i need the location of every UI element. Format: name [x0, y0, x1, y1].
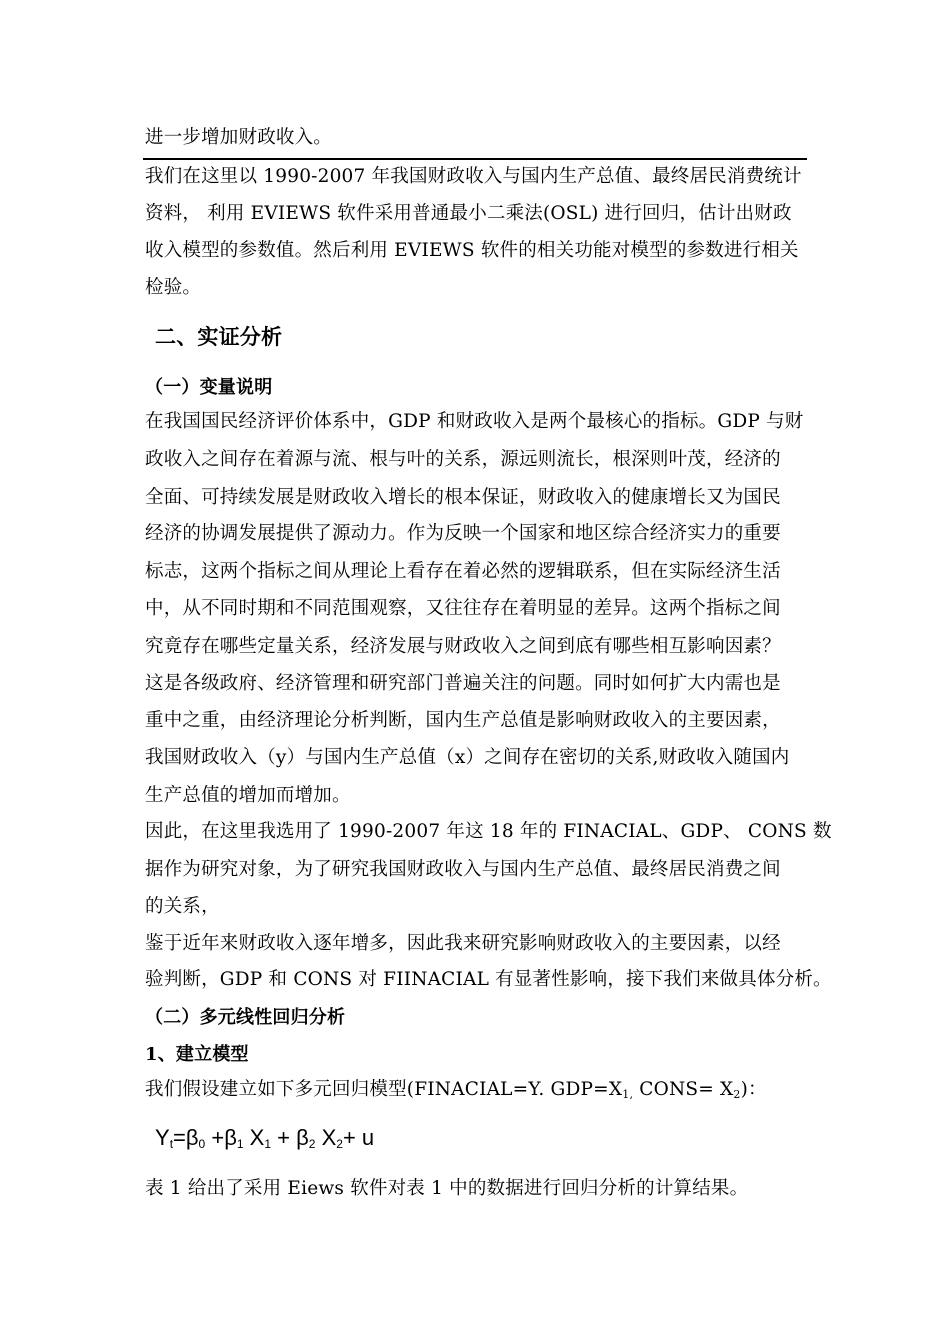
text-line: 进一步增加财政收入。 — [145, 127, 333, 148]
text-line: 鉴于近年来财政收入逐年增多，因此我来研究影响财政收入的主要因素，以经 — [145, 933, 781, 954]
section-heading: 二、实证分析 — [155, 324, 283, 349]
text-line: 因此，在这里我选用了 1990-2007 年这 18 年的 FINACIAL、GDP、 CONS 数 — [145, 821, 832, 842]
item-heading: 1、建立模型 — [145, 1044, 249, 1065]
text-line: 收入模型的参数值。然后利用 EVIEWS 软件的相关功能对模型的参数进行相关 — [145, 240, 799, 261]
text-line: 全面、可持续发展是财政收入增长的根本保证，财政收入的健康增长又为国民 — [145, 487, 781, 508]
text-line: 在我国国民经济评价体系中，GDP 和财政收入是两个最核心的指标。GDP 与财 — [145, 411, 804, 432]
subsection-heading: （一）变量说明 — [145, 377, 273, 398]
text-line: 究竟存在哪些定量关系，经济发展与财政收入之间到底有哪些相互影响因素？ — [145, 636, 781, 657]
text-line: 这是各级政府、经济管理和研究部门普遍关注的问题。同时如何扩大内需也是 — [145, 673, 781, 694]
text-line: 生产总值的增加而增加。 — [145, 785, 351, 806]
model-definition-line: 我们假设建立如下多元回归模型(FINACIAL=Y. $GDP=X_{1,}$ CONS= $X_2$)： — [145, 1079, 767, 1101]
text-line: 检验。 — [145, 277, 202, 298]
text-line: 经济的协调发展提供了源动力。作为反映一个国家和地区综合经济实力的重要 — [145, 523, 781, 544]
text-line: 我国财政收入（y）与国内生产总值（x）之间存在密切的关系,财政收入随国内 — [145, 747, 790, 768]
text-line: 重中之重，由经济理论分析判断，国内生产总值是影响财政收入的主要因素， — [145, 710, 781, 731]
text-line: 我们在这里以 1990-2007 年我国财政收入与国内生产总值、最终居民消费统计 — [145, 166, 802, 187]
regression-formula: $Y_t=\beta_0 +\beta_1$ $X_1 + \beta_2$ $X_2+ u$ — [155, 1125, 375, 1151]
text-line: 资料， 利用 EVIEWS 软件采用普通最小二乘法(OSL) 进行回归，估计出财政 — [145, 203, 792, 224]
text-line: 据作为研究对象，为了研究我国财政收入与国内生产总值、最终居民消费之间 — [145, 859, 781, 880]
text-line: 标志，这两个指标之间从理论上看存在着必然的逻辑联系，但在实际经济生活 — [145, 561, 781, 582]
subsection-heading: （二）多元线性回归分析 — [145, 1007, 346, 1028]
text-line: 的关系， — [145, 896, 220, 917]
text-line: 政收入之间存在着源与流、根与叶的关系，源远则流长，根深则叶茂，经济的 — [145, 449, 781, 470]
text-line: 表 1 给出了采用 Eiews 软件对表 1 中的数据进行回归分析的计算结果。 — [145, 1178, 749, 1199]
text-line: 中，从不同时期和不同范围观察，又往往存在着明显的差异。这两个指标之间 — [145, 598, 781, 619]
horizontal-rule — [143, 158, 807, 160]
text-line: 验判断，GDP 和 CONS 对 FIINACIAL 有显著性影响，接下我们来做具体分析。 — [145, 969, 832, 990]
